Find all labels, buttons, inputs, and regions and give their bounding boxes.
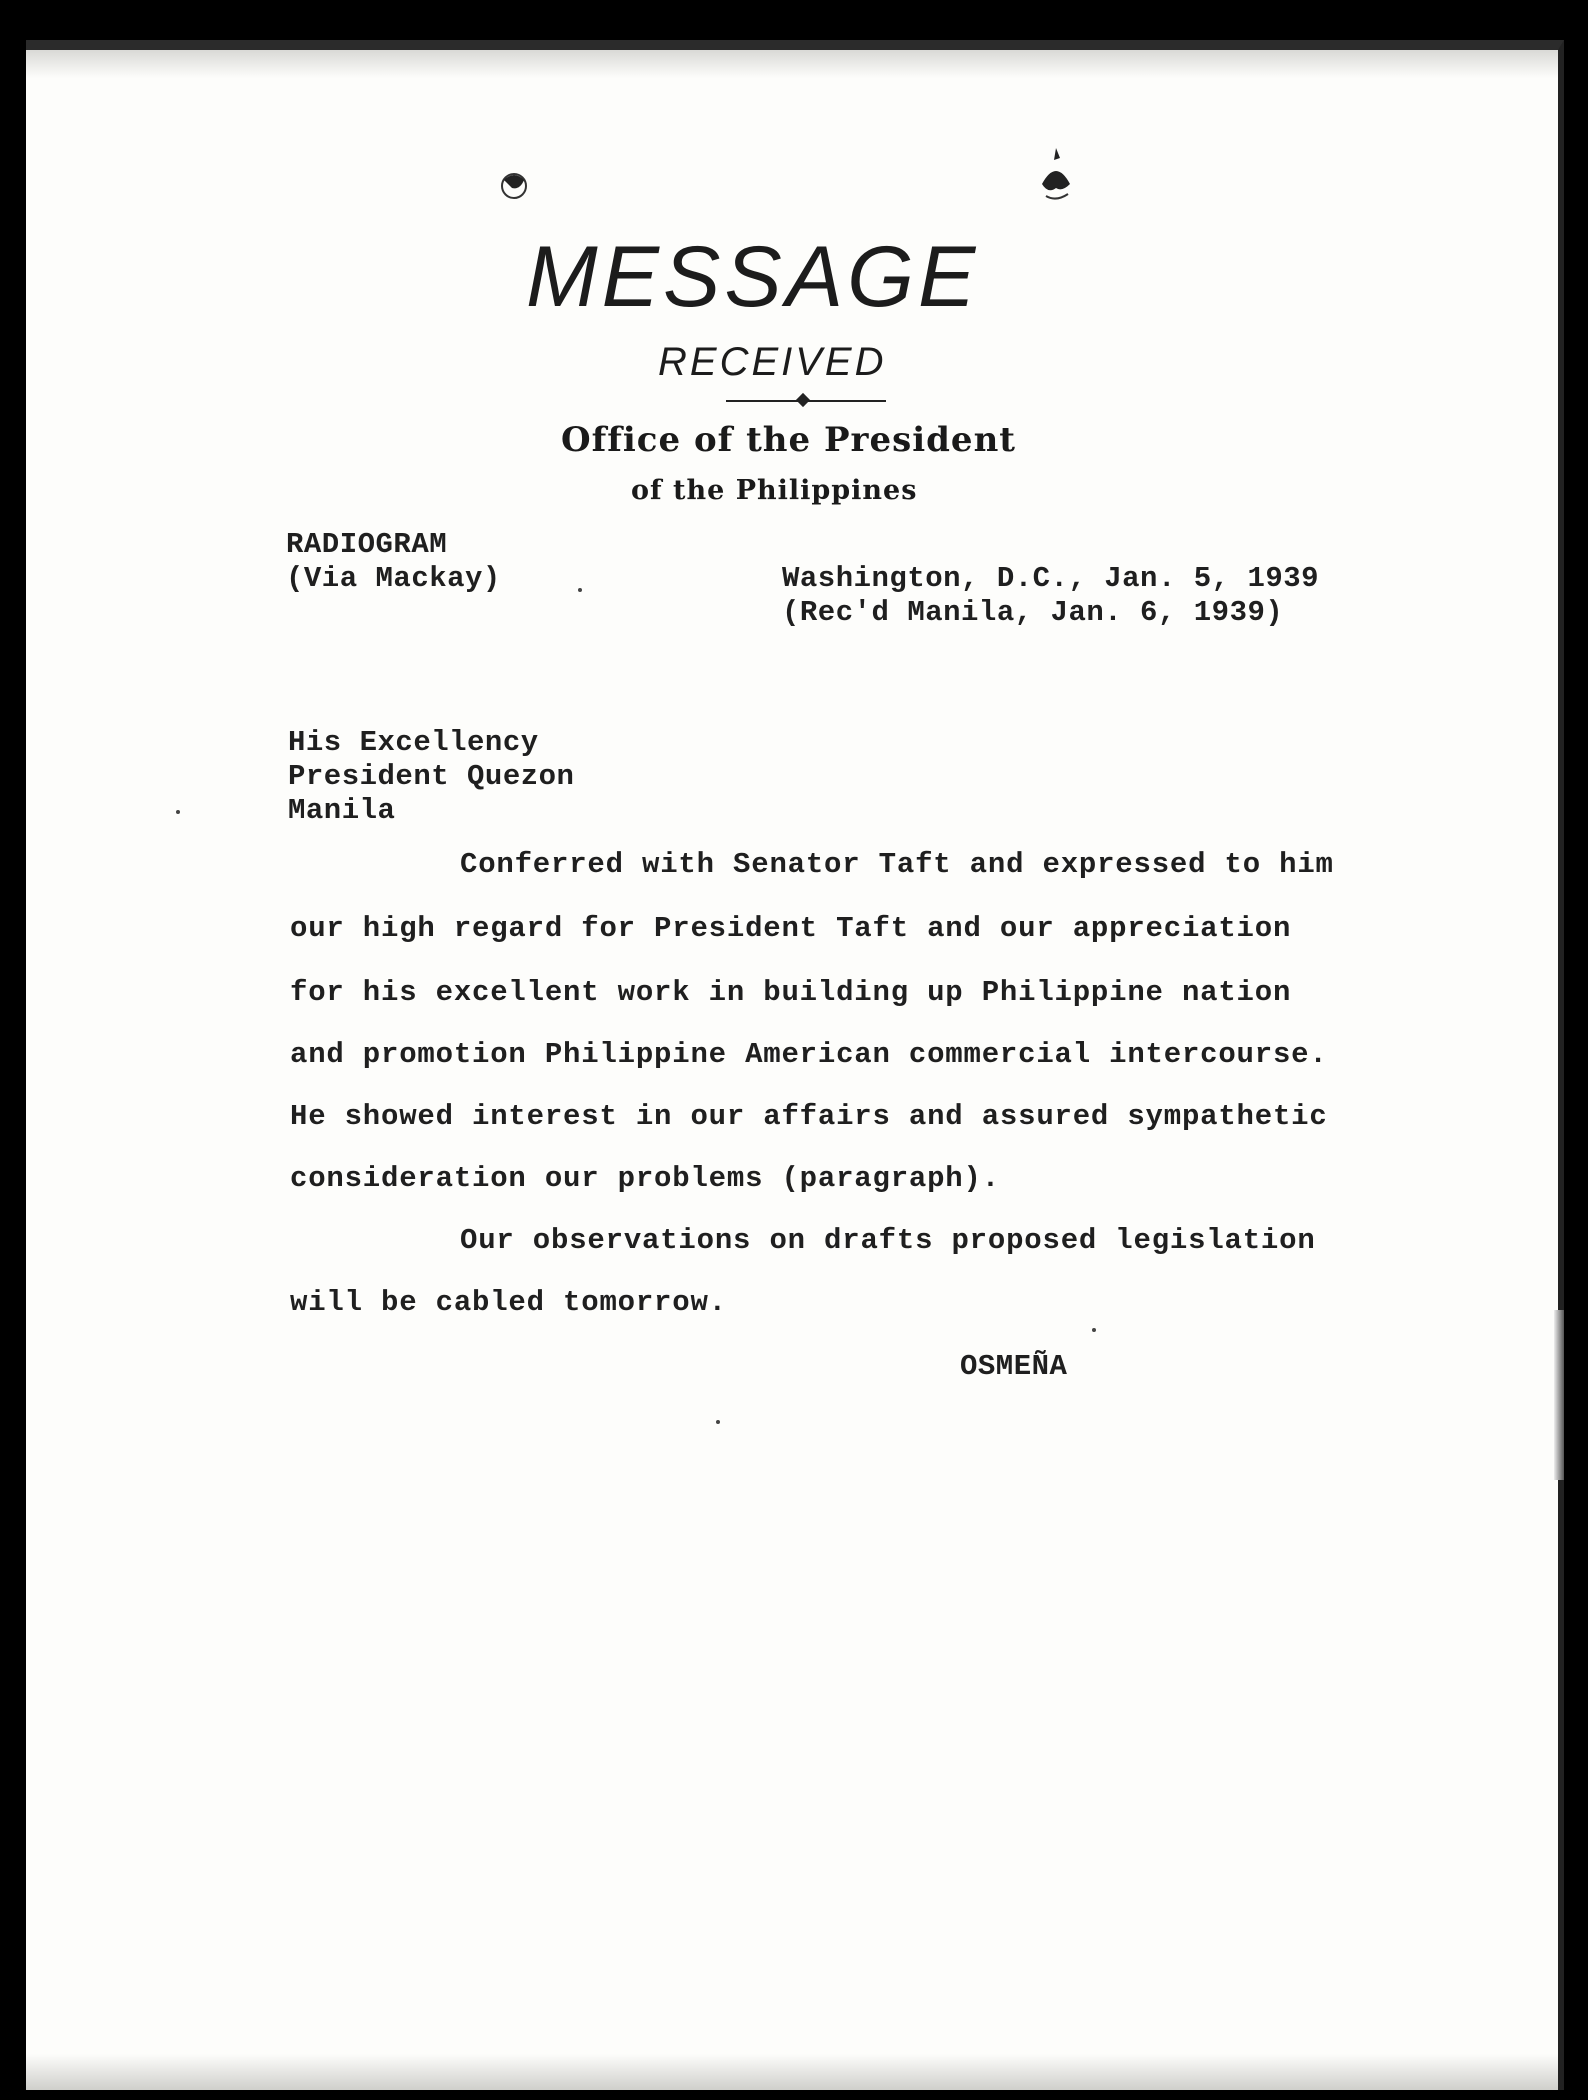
ornament-right-icon — [1034, 144, 1078, 204]
origin-date: Washington, D.C., Jan. 5, 1939 — [782, 562, 1320, 595]
body-line: for his excellent work in building up Philippine nation — [290, 976, 1292, 1009]
letterhead-title: MESSAGE — [526, 229, 980, 325]
body-line: our high regard for President Taft and our appreciation — [290, 912, 1292, 945]
body-line: will be cabled tomorrow. — [290, 1286, 727, 1319]
letterhead — [26, 50, 1558, 530]
scan-speck — [578, 588, 582, 592]
rule-diamond-icon — [796, 393, 810, 407]
scan-speck — [716, 1420, 720, 1424]
addressee-line-2: President Quezon — [288, 760, 575, 793]
office-line-2: of the Philippines — [631, 475, 918, 506]
body-line: Our observations on drafts proposed legislation — [460, 1224, 1316, 1257]
radiogram-label: RADIOGRAM — [286, 528, 448, 561]
letterhead-subtitle: RECEIVED — [658, 340, 887, 384]
scan-edge-bottom — [26, 2054, 1558, 2090]
addressee-line-3: Manila — [288, 794, 396, 827]
scan-speck — [176, 810, 180, 814]
body-line: and promotion Philippine American commercial intercourse. — [290, 1038, 1328, 1071]
document-page — [26, 40, 1564, 2090]
via-label: (Via Mackay) — [286, 562, 501, 595]
received-date: (Rec'd Manila, Jan. 6, 1939) — [782, 596, 1284, 629]
addressee-line-1: His Excellency — [288, 726, 539, 759]
scan-speck — [1092, 1328, 1096, 1332]
signature: OSMEÑA — [960, 1350, 1068, 1383]
office-line-1: Office of the President — [561, 420, 1016, 460]
body-line: Conferred with Senator Taft and expressed to him — [460, 848, 1334, 881]
body-line: consideration our problems (paragraph). — [290, 1162, 1000, 1195]
scan-edge-shadow — [1554, 1310, 1564, 1480]
ornament-left-icon — [494, 168, 538, 208]
body-line: He showed interest in our affairs and assured sympathetic — [290, 1100, 1328, 1133]
